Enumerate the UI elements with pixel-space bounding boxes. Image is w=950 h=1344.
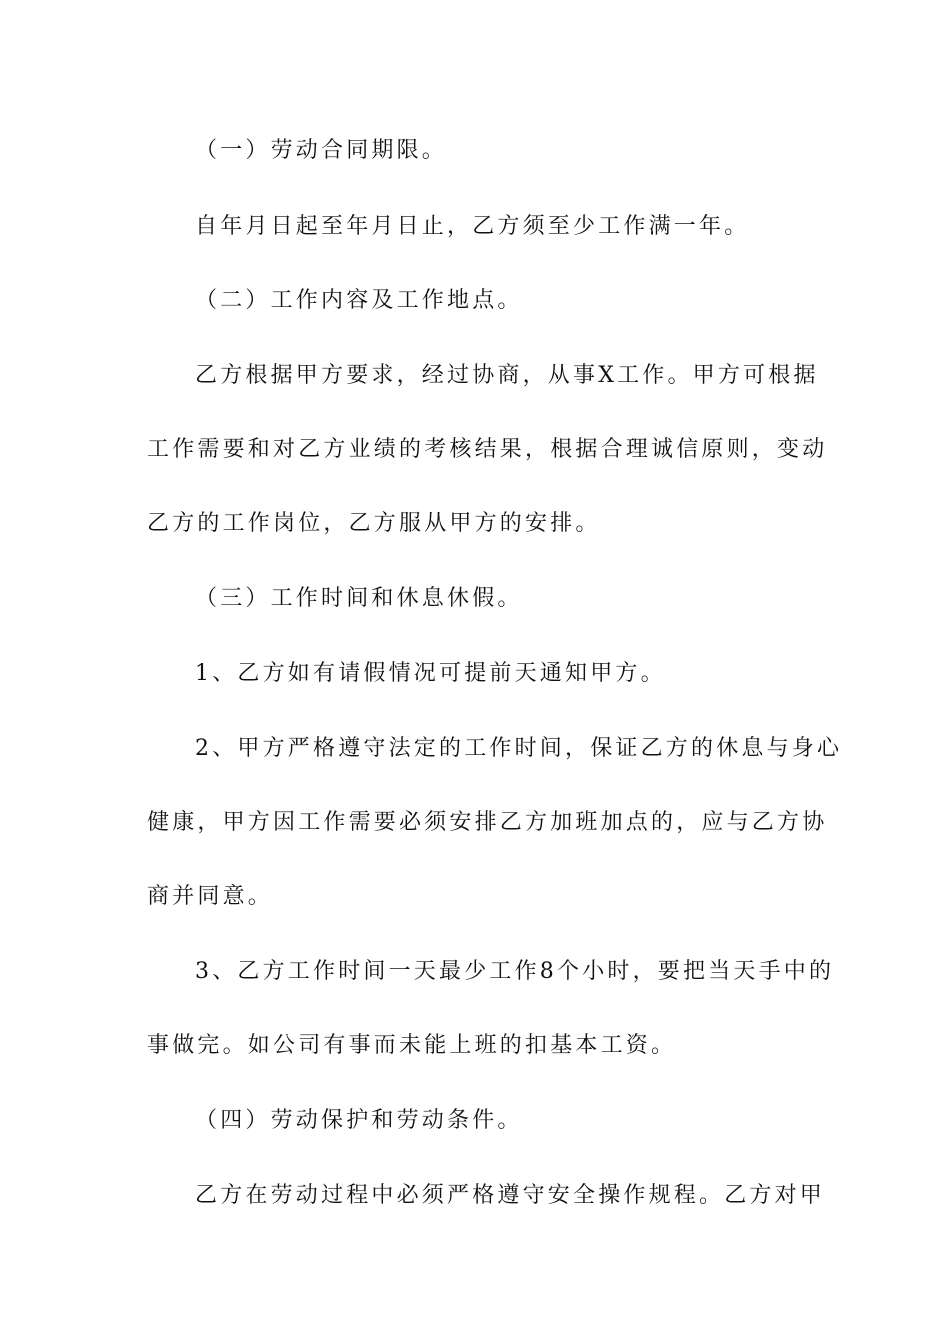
paragraph-line: 自年月日起至年月日止，乙方须至少工作满一年。 bbox=[195, 214, 750, 239]
paragraph-line: 乙方在劳动过程中必须严格遵守安全操作规程。乙方对甲 bbox=[195, 1183, 826, 1208]
paragraph-line: 事做完。如公司有事而未能上班的扣基本工资。 bbox=[147, 1033, 677, 1058]
paragraph-line: 3、乙方工作时间一天最少工作8个小时，要把当天手中的 bbox=[195, 959, 835, 984]
section-heading-2: （二）工作内容及工作地点。 bbox=[195, 288, 523, 313]
section-heading-1: （一）劳动合同期限。 bbox=[195, 138, 448, 163]
paragraph-line: 乙方根据甲方要求，经过协商，从事X工作。甲方可根据 bbox=[195, 363, 819, 388]
paragraph-line: 2、甲方严格遵守法定的工作时间，保证乙方的休息与身心 bbox=[195, 736, 843, 761]
section-heading-3: （三）工作时间和休息休假。 bbox=[195, 586, 523, 611]
section-heading-4: （四）劳动保护和劳动条件。 bbox=[195, 1108, 523, 1133]
paragraph-line: 1、乙方如有请假情况可提前天通知甲方。 bbox=[195, 661, 666, 686]
paragraph-line: 乙方的工作岗位，乙方服从甲方的安排。 bbox=[147, 511, 601, 536]
paragraph-line: 商并同意。 bbox=[147, 884, 274, 909]
paragraph-line: 健康，甲方因工作需要必须安排乙方加班加点的，应与乙方协 bbox=[147, 810, 828, 835]
paragraph-line: 工作需要和对乙方业绩的考核结果，根据合理诚信原则，变动 bbox=[147, 437, 828, 462]
